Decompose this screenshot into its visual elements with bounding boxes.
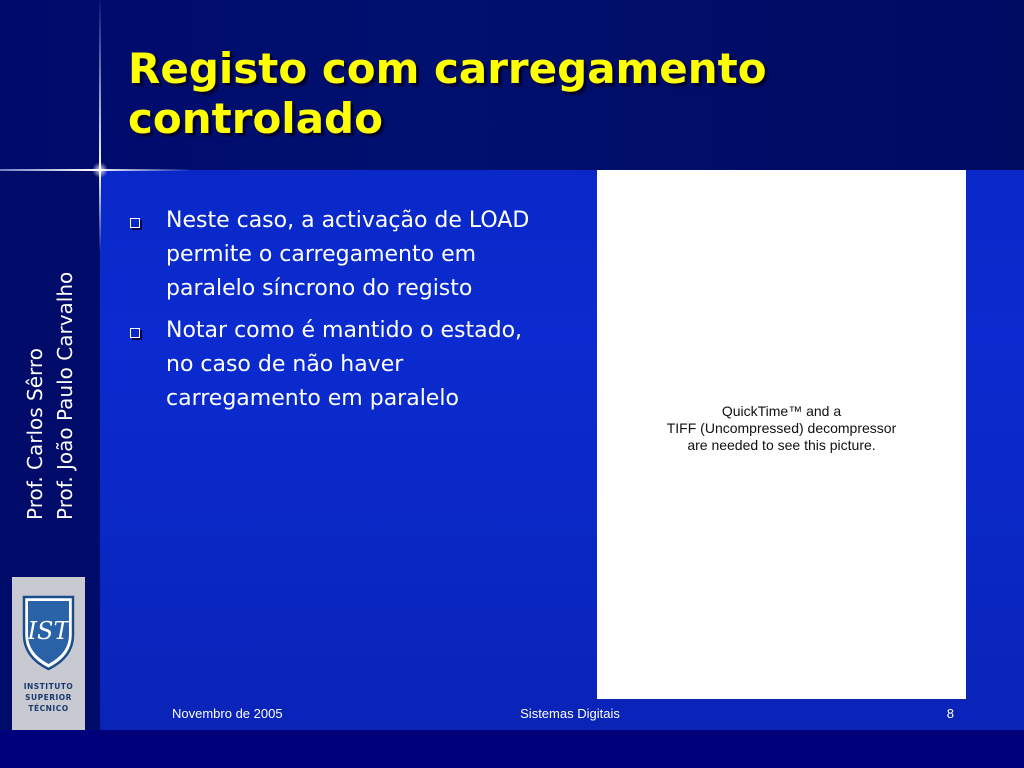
square-bullet-icon (130, 328, 140, 338)
author-joao: Prof. João Paulo Carvalho (53, 271, 77, 520)
logo-line-1: INSTITUTO (23, 682, 74, 691)
bullet-text: Neste caso, a activação de LOAD permite o carregamento em paralelo síncrono do registo (166, 208, 530, 301)
bottom-band (0, 730, 1024, 768)
bullet-text: Notar como é mantido o estado, no caso de não haver carregamento em paralelo (166, 318, 523, 411)
logo-glyph: IST (27, 617, 70, 645)
quicktime-line-1: QuickTime™ and a (721, 403, 842, 419)
footer-page-number: 8 (946, 706, 954, 721)
logo-line-2: SUPERIOR (25, 693, 72, 702)
quicktime-line-3: are needed to see this picture. (687, 437, 876, 453)
square-bullet-icon (130, 218, 140, 228)
slide-title: Registo com carregamento controlado (128, 44, 767, 143)
quicktime-line-2: TIFF (Uncompressed) decompressor (666, 420, 897, 436)
cross-ornament-glow (92, 162, 108, 178)
footer-course: Sistemas Digitais (520, 706, 620, 721)
bullet-list (126, 204, 546, 424)
ist-shield-icon (22, 595, 75, 671)
bullet-item (126, 204, 546, 306)
ist-logo-text (12, 681, 85, 714)
bullet-item (126, 314, 546, 416)
author-carlos: Prof. Carlos Sêrro (23, 348, 47, 520)
quicktime-message (597, 403, 966, 454)
cross-ornament-vertical (99, 0, 101, 250)
ist-logo (12, 577, 85, 730)
logo-line-3: TÉCNICO (28, 704, 69, 713)
missing-picture-placeholder (597, 170, 966, 699)
footer-date: Novembro de 2005 (172, 706, 283, 721)
sidebar-authors (20, 200, 80, 520)
